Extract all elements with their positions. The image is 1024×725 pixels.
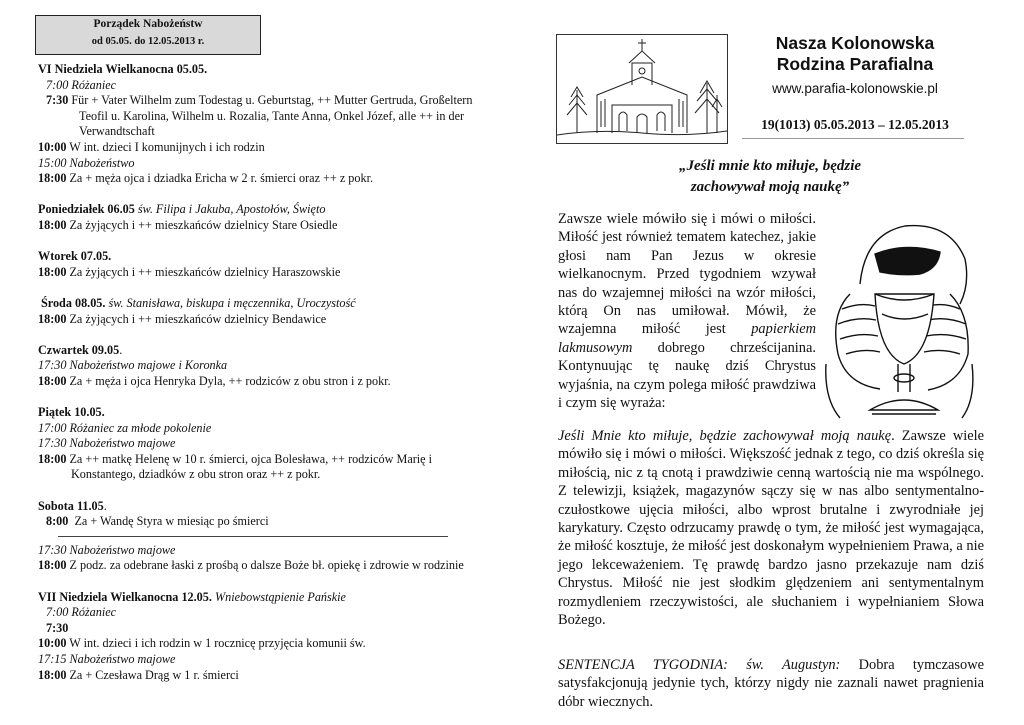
mass-time: 18:00	[38, 373, 67, 388]
day-heading: Sobota 11.05.	[38, 498, 107, 513]
mass-entry	[38, 218, 478, 234]
mass-entry	[38, 312, 478, 328]
mass-time: 7:30	[46, 93, 69, 108]
article-paragraph	[558, 210, 816, 412]
mass-entry	[38, 374, 478, 390]
mass-entry	[38, 265, 478, 281]
mass-intention: W int. dzieci i ich rodzin w 1 rocznicę przyjęcia komunii św.	[69, 636, 366, 651]
service-entry: 17:30 Nabożeństwo majowe	[38, 436, 176, 451]
day-title: Środa 08.05.	[41, 295, 106, 310]
church-drawing	[557, 35, 727, 143]
schedule-dates: od 05.05. do 12.05.2013 r.	[91, 36, 205, 47]
mass-time: 10:00	[38, 636, 67, 651]
sentence-text: Dobra tymczasowe satysfakcjonują jedynie tych, którzy nigdy nie zaznali nawet pragnienia dóbr wiecznych.	[558, 657, 984, 710]
service-entry: 17:30 Nabożeństwo majowe i Koronka	[38, 358, 228, 373]
church-illustration	[556, 34, 728, 144]
mass-time: 10:00	[38, 139, 67, 154]
day-title: VII Niedziela Wielkanocna 12.05.	[38, 589, 212, 604]
mass-entry	[38, 514, 478, 530]
chalice-drawing	[820, 214, 980, 420]
mass-intention: Za + męża ojca i dziadka Ericha w 2 r. śmierci oraz ++ z pokr.	[69, 171, 373, 186]
mass-time: 7:30	[46, 620, 69, 635]
article-emphasis: Jeśli Mnie kto miłuje, będzie zachowywał moją naukę	[558, 428, 892, 444]
mass-intention: Für + Vater Wilhelm zum Todestag u. Geburtstag, ++ Mutter Gertruda, Großeltern Teofil u. Karolina, Wilhelm u. Rozalia, Tante Anna, Onkel Józef, alle ++ in der Verwandtschaft	[71, 93, 473, 139]
mass-time: 18:00	[38, 171, 67, 186]
article-text: . Zawsze wiele mówiło się i mówi o miłości. Większość jednak z tego, co dziś określa się miłością, nic z tą cnotą i prawdziwie cenną wartością nie ma wspólnego. Z telewizji, książek, magazynów sączy się w nas albo sentymentalno-czułostkowe ujęcia miłości, albo wprost brutalne i zwyrodniałe jej karykatury. Często odrzucamy prawdę o tym, że miłość jest wymagająca, że miłość kosztuje, że miłość jest doskonałym wypełnieniem Prawa, a nie jego lekceważeniem. Tę prawdę bardzo jasno przekazuje nam dziś Chrystus. Miłość nie jest słodkim ględzeniem ani sentymentalnym rozmydleniem rzeczywistości, ale słuchaniem i wypełnianiem Słowa Bożego.	[558, 428, 984, 629]
issue-number: 19(1013) 05.05.2013 – 12.05.2013	[761, 117, 949, 132]
mass-entry	[38, 452, 478, 483]
mass-time: 18:00	[38, 217, 67, 232]
day-title: Czwartek 09.05	[38, 342, 120, 357]
schedule-title: Porządek Nabożeństw	[93, 18, 203, 30]
feast-name: Wniebowstąpienie Pańskie	[214, 589, 346, 604]
sentence-label: SENTENCJA TYGODNIA: św. Augustyn:	[558, 657, 841, 673]
day-heading: VI Niedziela Wielkanocna 05.05.	[38, 62, 208, 76]
article-text: Zawsze wiele mówiło się i mówi o miłości. Miłość jest również tematem katechez, jakie głosi nam Pan Jezus w okresie wielkanocnym. Przed tygodniem wzywał nas do wzajemnej miłości na wzór miłości, którą On nas umiłował. Mówił, że wzajemna miłość jest	[558, 211, 816, 338]
service-entry: 15:00 Nabożeństwo	[38, 155, 135, 170]
mass-intention: W int. dzieci I komunijnych i ich rodzin	[69, 139, 265, 154]
service-entry: 17:00 Różaniec za młode pokolenie	[38, 420, 212, 435]
day-heading	[38, 590, 478, 606]
mass-intention: Za + Wandę Styra w miesiąc po śmierci	[74, 514, 269, 529]
mass-intention: Za żyjących i ++ mieszkańców dzielnicy Haraszowskie	[69, 264, 341, 279]
day-heading	[38, 296, 478, 312]
mass-entry	[38, 621, 478, 637]
website-link[interactable]: www.parafia-kolonowskie.pl	[772, 81, 938, 96]
chalice-illustration	[820, 214, 980, 420]
sentence-of-week	[558, 656, 984, 711]
mass-intention: Za żyjących i ++ mieszkańców dzielnicy Bendawice	[69, 311, 327, 326]
mass-time: 18:00	[38, 311, 67, 326]
mass-entry	[38, 140, 478, 156]
day-heading: Piątek 10.05.	[38, 405, 105, 420]
mass-entry	[38, 636, 478, 652]
mass-entry	[38, 171, 478, 187]
mass-entry	[38, 93, 478, 140]
quote-line: „Jeśli mnie kto miłuje, będzie	[678, 158, 862, 174]
title-line: Rodzina Parafialna	[776, 54, 934, 74]
service-entry: 7:00 Różaniec	[46, 605, 117, 620]
mass-time: 18:00	[38, 451, 67, 466]
mass-time: 8:00	[46, 514, 69, 529]
masthead-title	[735, 33, 975, 75]
feast-name: św. Filipa i Jakuba, Apostołów, Święto	[137, 202, 326, 217]
divider	[58, 536, 448, 537]
service-entry: 7:00 Różaniec	[46, 77, 117, 92]
mass-intention: Z podz. za odebrane łaski z prośbą o dalsze Boże bł. opiekę i zdrowie w rodzinie	[69, 558, 464, 573]
day-heading: Czwartek 09.05.	[38, 342, 123, 357]
divider	[742, 138, 964, 139]
feast-name: św. Stanisława, biskupa i męczennika, Uroczystość	[108, 295, 356, 310]
mass-intention: Za ++ matkę Helenę w 10 r. śmierci, ojca Bolesława, ++ rodziców Marię i Konstantego, dziadków z obu stron oraz ++ z pokr.	[69, 451, 433, 482]
day-title: Sobota 11.05	[38, 498, 104, 513]
mass-intention: Za + męża i ojca Henryka Dyla, ++ rodziców z obu stron i z pokr.	[69, 373, 391, 388]
day-heading: Wtorek 07.05.	[38, 249, 112, 264]
article-text: dobrego chrześcijanina. Kontynuując tę naukę dziś Chrystus wyjaśnia, na czym polega miłość prawdziwa i czym się wyraża:	[558, 339, 816, 412]
mass-time: 18:00	[38, 558, 67, 573]
mass-time: 18:00	[38, 667, 67, 682]
day-title: Poniedziałek 06.05	[38, 202, 135, 217]
schedule-list	[38, 62, 478, 683]
mass-intention: Za żyjących i ++ mieszkańców dzielnicy Stare Osiedle	[69, 217, 338, 232]
schedule-header-box	[35, 15, 261, 55]
title-line: Nasza Kolonowska	[775, 33, 935, 53]
mass-intention: Za + Czesława Drąg w 1 r. śmierci	[69, 667, 239, 682]
service-entry: 17:30 Nabożeństwo majowe	[38, 542, 176, 557]
article-paragraph	[558, 427, 984, 629]
mass-entry	[38, 558, 478, 574]
service-entry: 17:15 Nabożeństwo majowe	[38, 651, 176, 666]
article-emphasis: papierkiem lakmusowym	[558, 321, 816, 356]
mass-entry	[38, 668, 478, 684]
gospel-quote	[600, 156, 940, 198]
quote-line: zachowywał moją naukę”	[690, 179, 850, 195]
mass-time: 18:00	[38, 264, 67, 279]
day-heading	[38, 202, 478, 218]
